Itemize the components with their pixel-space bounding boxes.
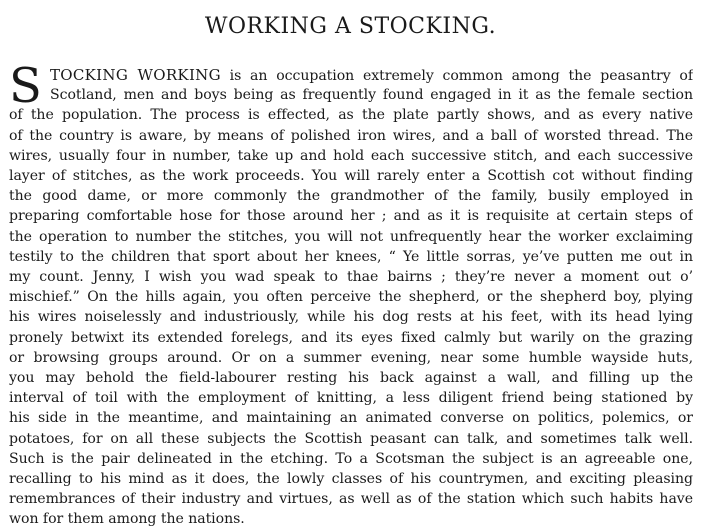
text-line-1: TOCKING WORKING is an occupation extremely common among the peasantry of bbox=[50, 66, 693, 84]
text-line-12: mischief.” On the hills again, you often perceive the shepherd, or the shepherd boy, plying bbox=[9, 289, 693, 306]
text-line-8: preparing comfortable hose for those around her ; and as it is requisite at certain steps of bbox=[9, 208, 693, 225]
text-line-11: my count. Jenny, I wish you wad speak to thae bairns ; they’re never a moment out o’ bbox=[9, 269, 693, 285]
text-line-22: remembrances of their industry and virtues, as well as of the station which such habits have bbox=[9, 491, 693, 508]
text-line-20: Such is the pair delineated in the etching. To a Scotsman the subject is an agreeable one, bbox=[9, 450, 693, 467]
text-line-4: of the country is aware, by means of polished iron wires, and a ball of worsted thread. The bbox=[9, 127, 693, 144]
text-line-5: wires, usually four in number, take up and hold each successive stitch, and each successive bbox=[9, 147, 693, 164]
text-line-21: recalling to his mind as it does, the lowly classes of his countrymen, and exciting pleasing bbox=[9, 471, 693, 487]
text-line-10: testily to the children that sport about her knees, “ Ye little sorras, ye’ve putten me out in bbox=[9, 248, 693, 265]
text-line-16: you may behold the field-labourer resting his back against a wall, and filling up the bbox=[9, 370, 693, 386]
text-line-23: won for them among the nations. bbox=[9, 511, 245, 528]
text-line-15: or browsing groups around. Or on a summer evening, near some humble wayside huts, bbox=[9, 349, 693, 366]
text-line-2: Scotland, men and boys being as frequently found engaged in it as the female section bbox=[50, 87, 693, 104]
text-line-7: the good dame, or more commonly the grandmother of the family, busily employed in bbox=[9, 188, 693, 205]
text-line-14: pronely betwixt its extended forelegs, and its eyes fixed calmly but warily on the grazing bbox=[9, 329, 693, 346]
text-line-17: interval of toil with the employment of knitting, a less diligent friend being stationed by bbox=[9, 390, 693, 407]
text-line-13: his wires noiselessly and industriously, while his dog rests at his feet, with its head lying bbox=[9, 309, 693, 326]
page-title: WORKING A STOCKING. bbox=[204, 14, 497, 39]
text-line-18: his side in the meantime, and maintaining an animated converse on politics, polemics, or bbox=[9, 410, 693, 427]
text-line-9: the operation to number the stitches, you will not unfrequently hear the worker exclaiming bbox=[9, 228, 693, 245]
text-line-3: of the population. The process is effected, as the plate partly shows, and as every native bbox=[9, 107, 693, 124]
small-caps-lead: TOCKING WORKING bbox=[50, 66, 221, 84]
text-line-19: potatoes, for on all these subjects the Scottish peasant can talk, and sometimes talk well. bbox=[9, 430, 693, 447]
text-line-6: layer of stitches, as the work proceeds. You will rarely enter a Scottish cot without finding bbox=[9, 168, 693, 184]
drop-cap: S bbox=[9, 58, 42, 114]
